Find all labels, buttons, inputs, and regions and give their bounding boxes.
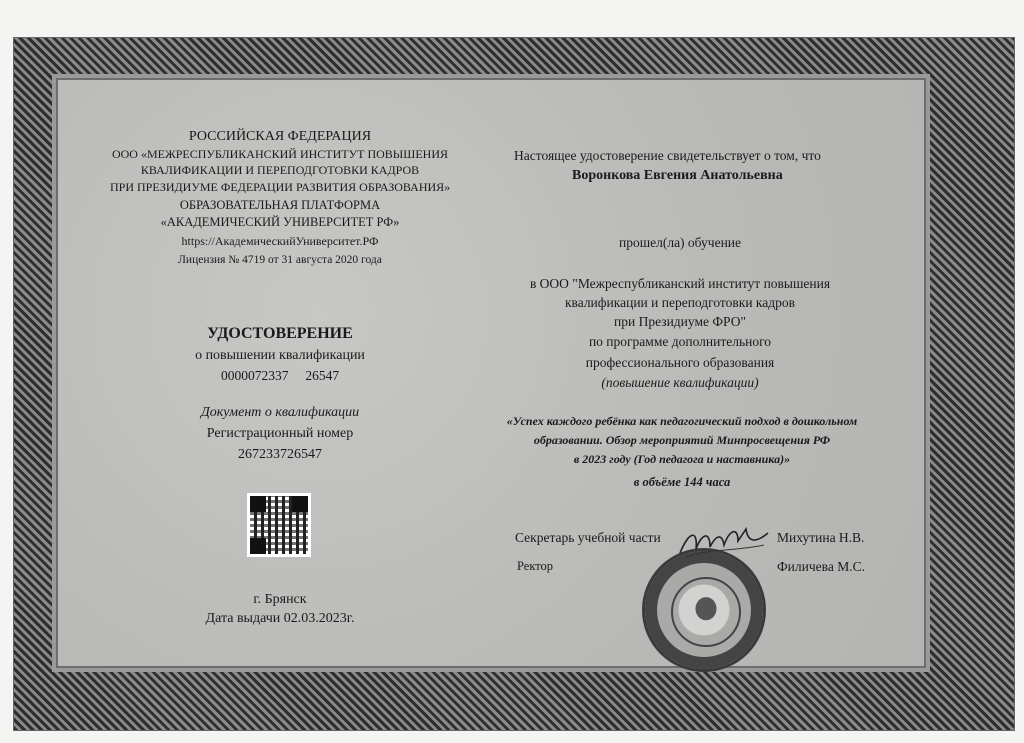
city-text: г. Брянск (253, 592, 307, 607)
document-number: 0000072337 26547 (220, 368, 340, 383)
course-line-2: образовании. Обзор мероприятий Минпросвещения РФ (533, 433, 831, 447)
institution-line-2: квалификации и переподготовки кадров (564, 295, 796, 310)
qr-code-icon (247, 493, 311, 557)
intro-text: Настоящее удостоверение свидетельствует о том, что (514, 148, 821, 163)
course-hours: в объёме 144 часа (633, 475, 731, 489)
course-line-1: «Успех каждого ребёнка как педагогический подход в дошкольном (506, 414, 858, 428)
country-heading: РОССИЙСКАЯ ФЕДЕРАЦИЯ (188, 129, 372, 144)
org-line-2: КВАЛИФИКАЦИИ И ПЕРЕПОДГОТОВКИ КАДРОВ (140, 163, 420, 177)
org-line-3: ПРИ ПРЕЗИДИУМЕ ФЕДЕРАЦИИ РАЗВИТИЯ ОБРАЗОВАНИЯ» (110, 180, 451, 194)
document-subtitle: о повышении квалификации (195, 348, 365, 363)
document-type: Документ о квалификации (200, 405, 360, 420)
secretary-label: Секретарь учебной части (515, 530, 661, 545)
rector-name: Филичева М.С. (777, 559, 865, 574)
platform-line-1: ОБРАЗОВАТЕЛЬНАЯ ПЛАТФОРМА (179, 198, 381, 212)
completed-text: прошел(ла) обучение (618, 235, 742, 250)
rector-label: Ректор (517, 559, 554, 573)
registration-label: Регистрационный номер (206, 426, 354, 441)
recipient-name: Воронкова Евгения Анатольевна (572, 168, 783, 183)
registration-number: 267233726547 (238, 447, 322, 462)
org-line-1: ООО «МЕЖРЕСПУБЛИКАНСКИЙ ИНСТИТУТ ПОВЫШЕНИЯ (111, 147, 449, 161)
secretary-name: Михутина Н.В. (777, 530, 865, 545)
program-line-1: по программе дополнительного (588, 334, 772, 349)
seal-emblem-icon (671, 577, 741, 647)
website-text: https://АкадемическийУниверситет.РФ (181, 234, 379, 248)
signature-icon (676, 523, 772, 563)
program-type: (повышение квалификации) (601, 375, 759, 390)
license-text: Лицензия № 4719 от 31 августа 2020 года (178, 254, 382, 266)
official-seal-icon (642, 548, 766, 672)
document-title: УДОСТОВЕРЕНИЕ (207, 325, 353, 342)
issue-date: Дата выдачи 02.03.2023г. (205, 611, 355, 626)
course-line-3: в 2023 году (Год педагога и наставника)» (573, 452, 791, 466)
institution-line-1: в ООО "Межреспубликанский институт повышения (529, 276, 831, 291)
institution-line-3: при Президиуме ФРО" (614, 314, 746, 329)
platform-line-2: «АКАДЕМИЧЕСКИЙ УНИВЕРСИТЕТ РФ» (160, 215, 400, 229)
program-line-2: профессионального образования (585, 355, 775, 370)
